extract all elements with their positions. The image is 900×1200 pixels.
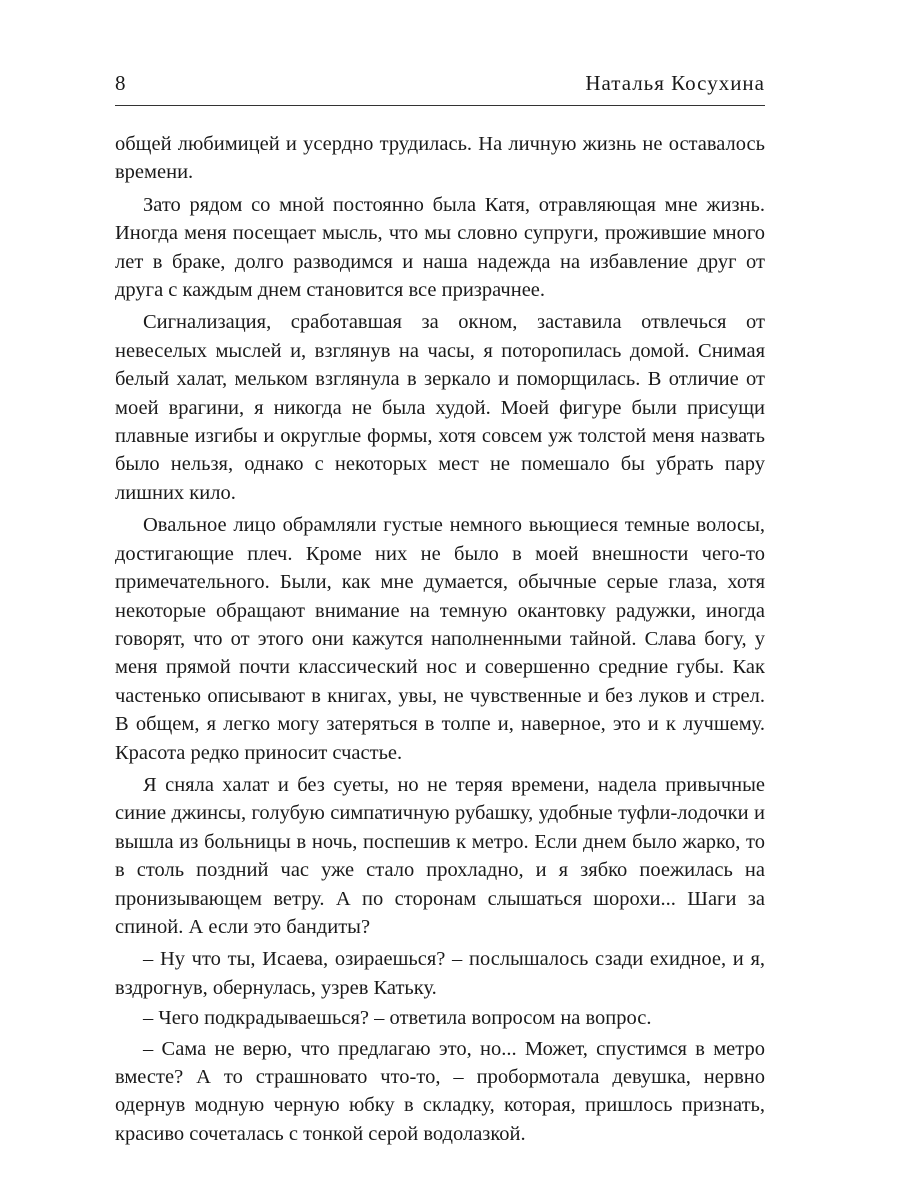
paragraph: Сигнализация, сработавшая за окном, заставила отвлечься от невеселых мыслей и, взглянув на часы, я поторопилась домой. Снимая белый халат, мельком взглянула в зеркало и поморщилась. В отличие от моей врагини, я никогда не была худой. Моей фигуре были присущи плавные изгибы и округлые формы, хотя совсем уж толстой меня назвать было нельзя, однако с некоторых мест не помешало бы убрать пару лишних кило. (115, 311, 765, 504)
dialogue-line: – Чего подкрадываешься? – ответила вопросом на вопрос. (143, 1007, 652, 1030)
paragraph: Я сняла халат и без суеты, но не теряя времени, надела привычные синие джинсы, голубую симпатичную рубашку, удобные туфли-лодочки и вышла из больницы в ночь, поспешив к метро. Если днем было жарко, то в столь поздний час уже стало прохладно, и я зябко поежилась на пронизывающем ветру. А по сторонам слышаться шорохи... Шаги за спиной. А если это бандиты? (115, 773, 765, 938)
page-number: 8 (115, 71, 126, 95)
running-header (115, 68, 765, 98)
paragraph: Овальное лицо обрамляли густые немного вьющиеся темные волосы, достигающие плеч. Кроме них не было в моей внешности чего-то примечательного. Были, как мне думается, обычные серые глаза, хотя некоторые обращают внимание на темную окантовку радужки, иногда говорят, что от этого они кажутся наполненными тайной. Слава богу, у меня прямой почти классический нос и совершенно средние губы. Как частенько описывают в книгах, увы, не чувственные и без луков и стрел. В общем, я легко могу затеряться в толпе и, наверное, это и к лучшему. Красота редко приносит счастье. (115, 514, 765, 764)
header-rule (115, 105, 765, 106)
author-name: Наталья Косухина (585, 71, 765, 95)
dialogue-line: – Сама не верю, что предлагаю это, но... Может, спустимся в метро вместе? А то страшновато что-то, – пробормотала девушка, нервно одернув модную черную юбку в складку, которая, пришлось признать, красиво сочеталась с тонкой серой водолазкой. (115, 1037, 765, 1145)
paragraph: Зато рядом со мной постоянно была Катя, отравляющая мне жизнь. Иногда меня посещает мысль, что мы словно супруги, прожившие много лет в браке, долго разводимся и наша надежда на избавление друг от друга с каждым днем становится все призрачнее. (115, 193, 765, 302)
paragraph-continuation: общей любимицей и усердно трудилась. На личную жизнь не оставалось времени. (115, 133, 765, 184)
dialogue-line: – Ну что ты, Исаева, озираешься? – послышалось сзади ехидное, и я, вздрогнув, обернулась, узрев Катьку. (115, 948, 765, 999)
body-text (115, 130, 765, 1152)
